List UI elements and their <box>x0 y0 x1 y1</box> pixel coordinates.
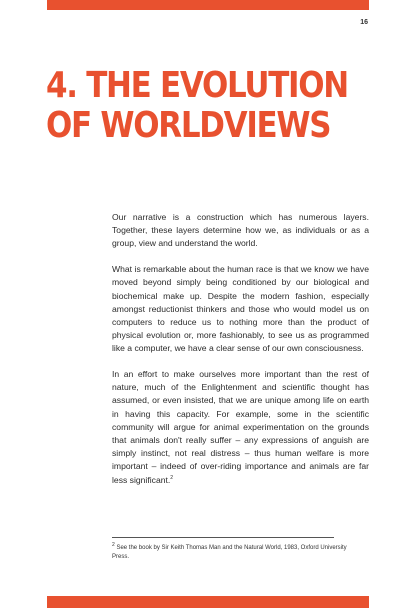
footnote-marker: 2 <box>112 542 115 548</box>
bottom-accent-bar <box>47 596 369 608</box>
footnote-reference[interactable]: 2 <box>170 474 174 481</box>
paragraph-3-text: In an effort to make ourselves more important than the rest of nature, much of the Enlightenment and scientific thought has assumed, or even insisted, that we are unique among life on earth in having this capacity. For example, some in the scientific community will argue for animal experimentation on the grounds that animals don't really suffer – any expressions of anguish are simply instinct, not real distress – thus human welfare is more important – indeed of over-riding importance and animals are far less significant. <box>112 369 369 485</box>
page-number: 16 <box>360 19 368 26</box>
footnote-text: See the book by Sir Keith Thomas Man and the Natural World, 1983, Oxford University Press. <box>112 545 347 560</box>
paragraph-1: Our narrative is a construction which has numerous layers. Together, these layers determine how we, as individuals or as a group, view and understand the world. <box>112 212 369 249</box>
body-text <box>112 211 369 499</box>
chapter-title-line-2: OF WORLDVIEWS <box>46 105 331 146</box>
chapter-title <box>46 65 348 146</box>
footnote <box>112 544 362 561</box>
footnote-divider <box>112 537 334 538</box>
top-accent-bar <box>47 0 369 10</box>
paragraph-2: What is remarkable about the human race is that we know we have moved beyond simply being conditioned by our biological and biochemical make up. Despite the modern fashion, especially amongst reductionist thinkers and those who would model us on computers to reduce us to nothing more than the product of physical evolution or, more fashionably, to see us as programmed like a computer, we have a clear sense of our own consciousness. <box>112 264 369 354</box>
paragraph-3 <box>112 368 369 487</box>
chapter-title-line-1: 4. THE EVOLUTION <box>46 65 348 106</box>
